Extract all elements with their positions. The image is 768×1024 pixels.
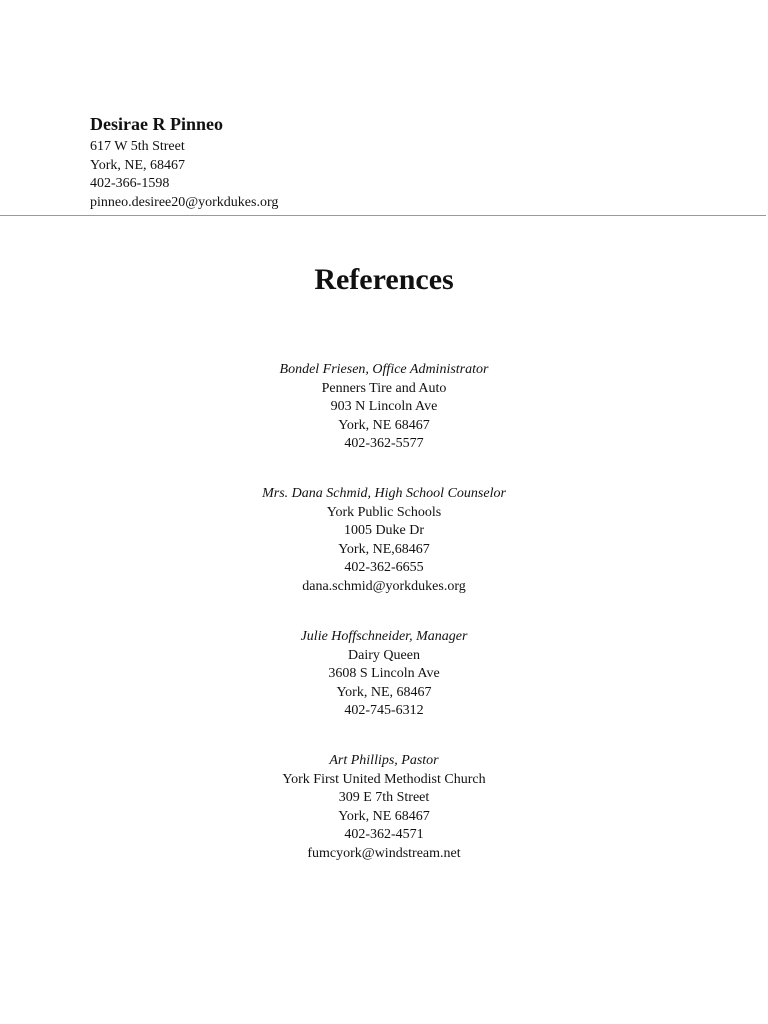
page-title: References [314, 263, 454, 296]
contact-header [90, 112, 278, 212]
reference-city: York, NE 68467 [338, 808, 430, 824]
reference-name: Art Phillips, Pastor [329, 753, 439, 768]
reference-street: 1005 Duke Dr [343, 523, 425, 538]
applicant-name: Desirae R Pinneo [90, 114, 223, 134]
reference-phone: 402-362-5577 [344, 436, 424, 451]
reference-email: dana.schmid@yorkdukes.org [302, 578, 466, 594]
reference-organization: Penners Tire and Auto [321, 380, 447, 396]
reference-street: 3608 S Lincoln Ave [328, 666, 440, 681]
reference-entry [0, 752, 768, 863]
reference-street: 309 E 7th Street [338, 790, 430, 805]
reference-city: York, NE 68467 [338, 417, 430, 433]
reference-phone: 402-362-4571 [344, 827, 424, 842]
reference-entry [0, 361, 768, 454]
reference-email: fumcyork@windstream.net [307, 845, 461, 861]
applicant-phone: 402-366-1598 [90, 176, 170, 191]
reference-organization: York Public Schools [326, 504, 442, 520]
reference-name: Julie Hoffschneider, Manager [300, 629, 468, 644]
reference-city: York, NE,68467 [338, 541, 430, 557]
reference-organization: York First United Methodist Church [282, 771, 486, 787]
applicant-city: York, NE, 68467 [90, 157, 186, 173]
reference-phone: 402-362-6655 [344, 560, 424, 575]
header-divider [0, 215, 766, 216]
reference-street: 903 N Lincoln Ave [330, 399, 438, 414]
reference-organization: Dairy Queen [348, 647, 420, 663]
reference-city: York, NE, 68467 [336, 684, 432, 700]
reference-entry [0, 628, 768, 721]
reference-entry [0, 485, 768, 596]
applicant-street: 617 W 5th Street [90, 139, 185, 154]
reference-phone: 402-745-6312 [344, 703, 424, 718]
reference-name: Bondel Friesen, Office Administrator [279, 362, 489, 377]
applicant-email: pinneo.desiree20@yorkdukes.org [90, 194, 279, 210]
reference-name: Mrs. Dana Schmid, High School Counselor [262, 486, 506, 501]
